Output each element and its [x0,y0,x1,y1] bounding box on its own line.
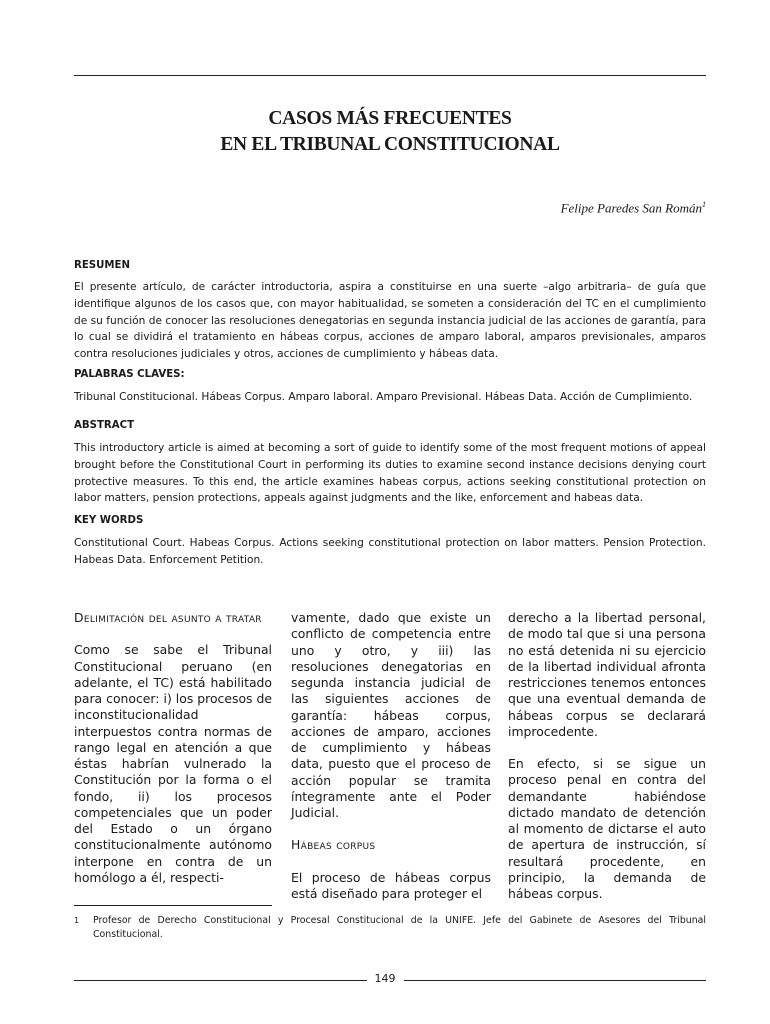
author-footnote-mark: 1 [702,200,706,209]
col2-paragraph-1: vamente, dado que existe un conflicto de competencia entre uno y otro, y iii) las resoluciones denegatorias en segunda instancia judicial de las siguientes acciones de garantía: hábeas corpus, acciones de amparo, acciones de cumplimiento y hábeas data, puesto que el proceso de acción popular se tramita íntegramente ante el Poder Judicial. [291,610,491,820]
body-column-2 [291,610,491,918]
section-heading-habeas-corpus: Hábeas corpus [291,837,376,853]
footnote [74,914,706,942]
col3-paragraph-2: En efecto, si se sigue un proceso penal en contra del demandante habiéndose dictado mandato de detención al momento de dictarse el auto de apertura de instrucción, sí resultará procedente, en principio, la demanda de hábeas corpus. [508,756,706,901]
col1-paragraph: Como se sabe el Tribunal Constitucional peruano (en adelante, el TC) está habilitado para conocer: i) los procesos de inconstitucionalidad interpuestos contra normas de rango legal en atención a que éstas habrían vulnerado la Constitución por la forma o el fondo, ii) los procesos competenciales que un poder del Estado o un órgano constitucionalmente autónomo interpone en contra de un homólogo a él, respecti- [74,642,272,885]
palabras-block [74,384,706,406]
footnote-number: 1 [74,916,80,925]
footnote-rule [74,905,272,906]
abstract-block [74,435,706,507]
page-number: 149 [367,972,404,985]
body-column-1 [74,610,272,902]
palabras-heading: PALABRAS CLAVES: [74,369,185,380]
keywords-heading-block [74,514,706,528]
resumen-heading-block [74,259,706,273]
abstract-heading: ABSTRACT [74,420,135,431]
keywords-text: Constitutional Court. Habeas Corpus. Actions seeking constitutional protection on labor matters. Pension Protection. Habeas Data. Enforcement Petition. [74,537,706,566]
keywords-heading: KEY WORDS [74,515,144,526]
resumen-heading: RESUMEN [74,260,131,271]
footnote-text: Profesor de Derecho Constitucional y Procesal Constitucional de la UNIFE. Jefe del Gabinete de Asesores del Tribunal Constitucional. [93,915,706,940]
title-line-2: EN EL TRIBUNAL CONSTITUCIONAL [220,134,560,155]
top-rule [74,75,706,76]
section-heading-delimitacion: Delimitación del asunto a tratar [74,610,262,625]
keywords-block [74,530,706,569]
article-title [74,106,706,158]
body-column-3 [508,610,706,918]
resumen-block [74,274,706,363]
col2-paragraph-2: El proceso de hábeas corpus está diseñado para proteger el [291,869,491,901]
author-text: Felipe Paredes San Román [560,200,702,216]
author-name [561,200,706,216]
palabras-heading-block [74,368,706,382]
abstract-text: This introductory article is aimed at becoming a sort of guide to identify some of the most frequent motions of appeal brought before the Constitutional Court in performing its duties to examine second instance decisions denying court protective measures. To this end, the article examines habeas corpus, actions seeking constitutional protection on labor matters, pension protections, appeals against judgments and the like, enforcement and habeas data. [74,442,706,505]
col3-paragraph-1: derecho a la libertad personal, de modo tal que si una persona no está detenida ni su ejercicio de la libertad individual afronta restricciones tenemos entonces que una eventual demanda de hábeas corpus se declarará improcedente. [508,610,706,739]
abstract-heading-block [74,419,706,433]
page-number-block [0,972,770,985]
palabras-text: Tribunal Constitucional. Hábeas Corpus. Amparo laboral. Amparo Previsional. Hábeas Data. Acción de Cumplimiento. [74,391,693,403]
title-line-1: CASOS MÁS FRECUENTES [268,108,512,129]
resumen-text: El presente artículo, de carácter introductoria, aspira a constituirse en una suerte –algo arbitraria– de guía que identifique algunos de los casos que, con mayor habitualidad, se someten a consideración del TC en el cumplimiento de su función de conocer las resoluciones denegatorias en segunda instancia judicial de las acciones de garantía, para lo cual se dividirá el tratamiento en hábeas corpus, acciones de amparo laboral, amparos previsionales, amparos contra resoluciones judiciales y otros, acciones de cumplimiento y hábeas data. [74,281,706,361]
